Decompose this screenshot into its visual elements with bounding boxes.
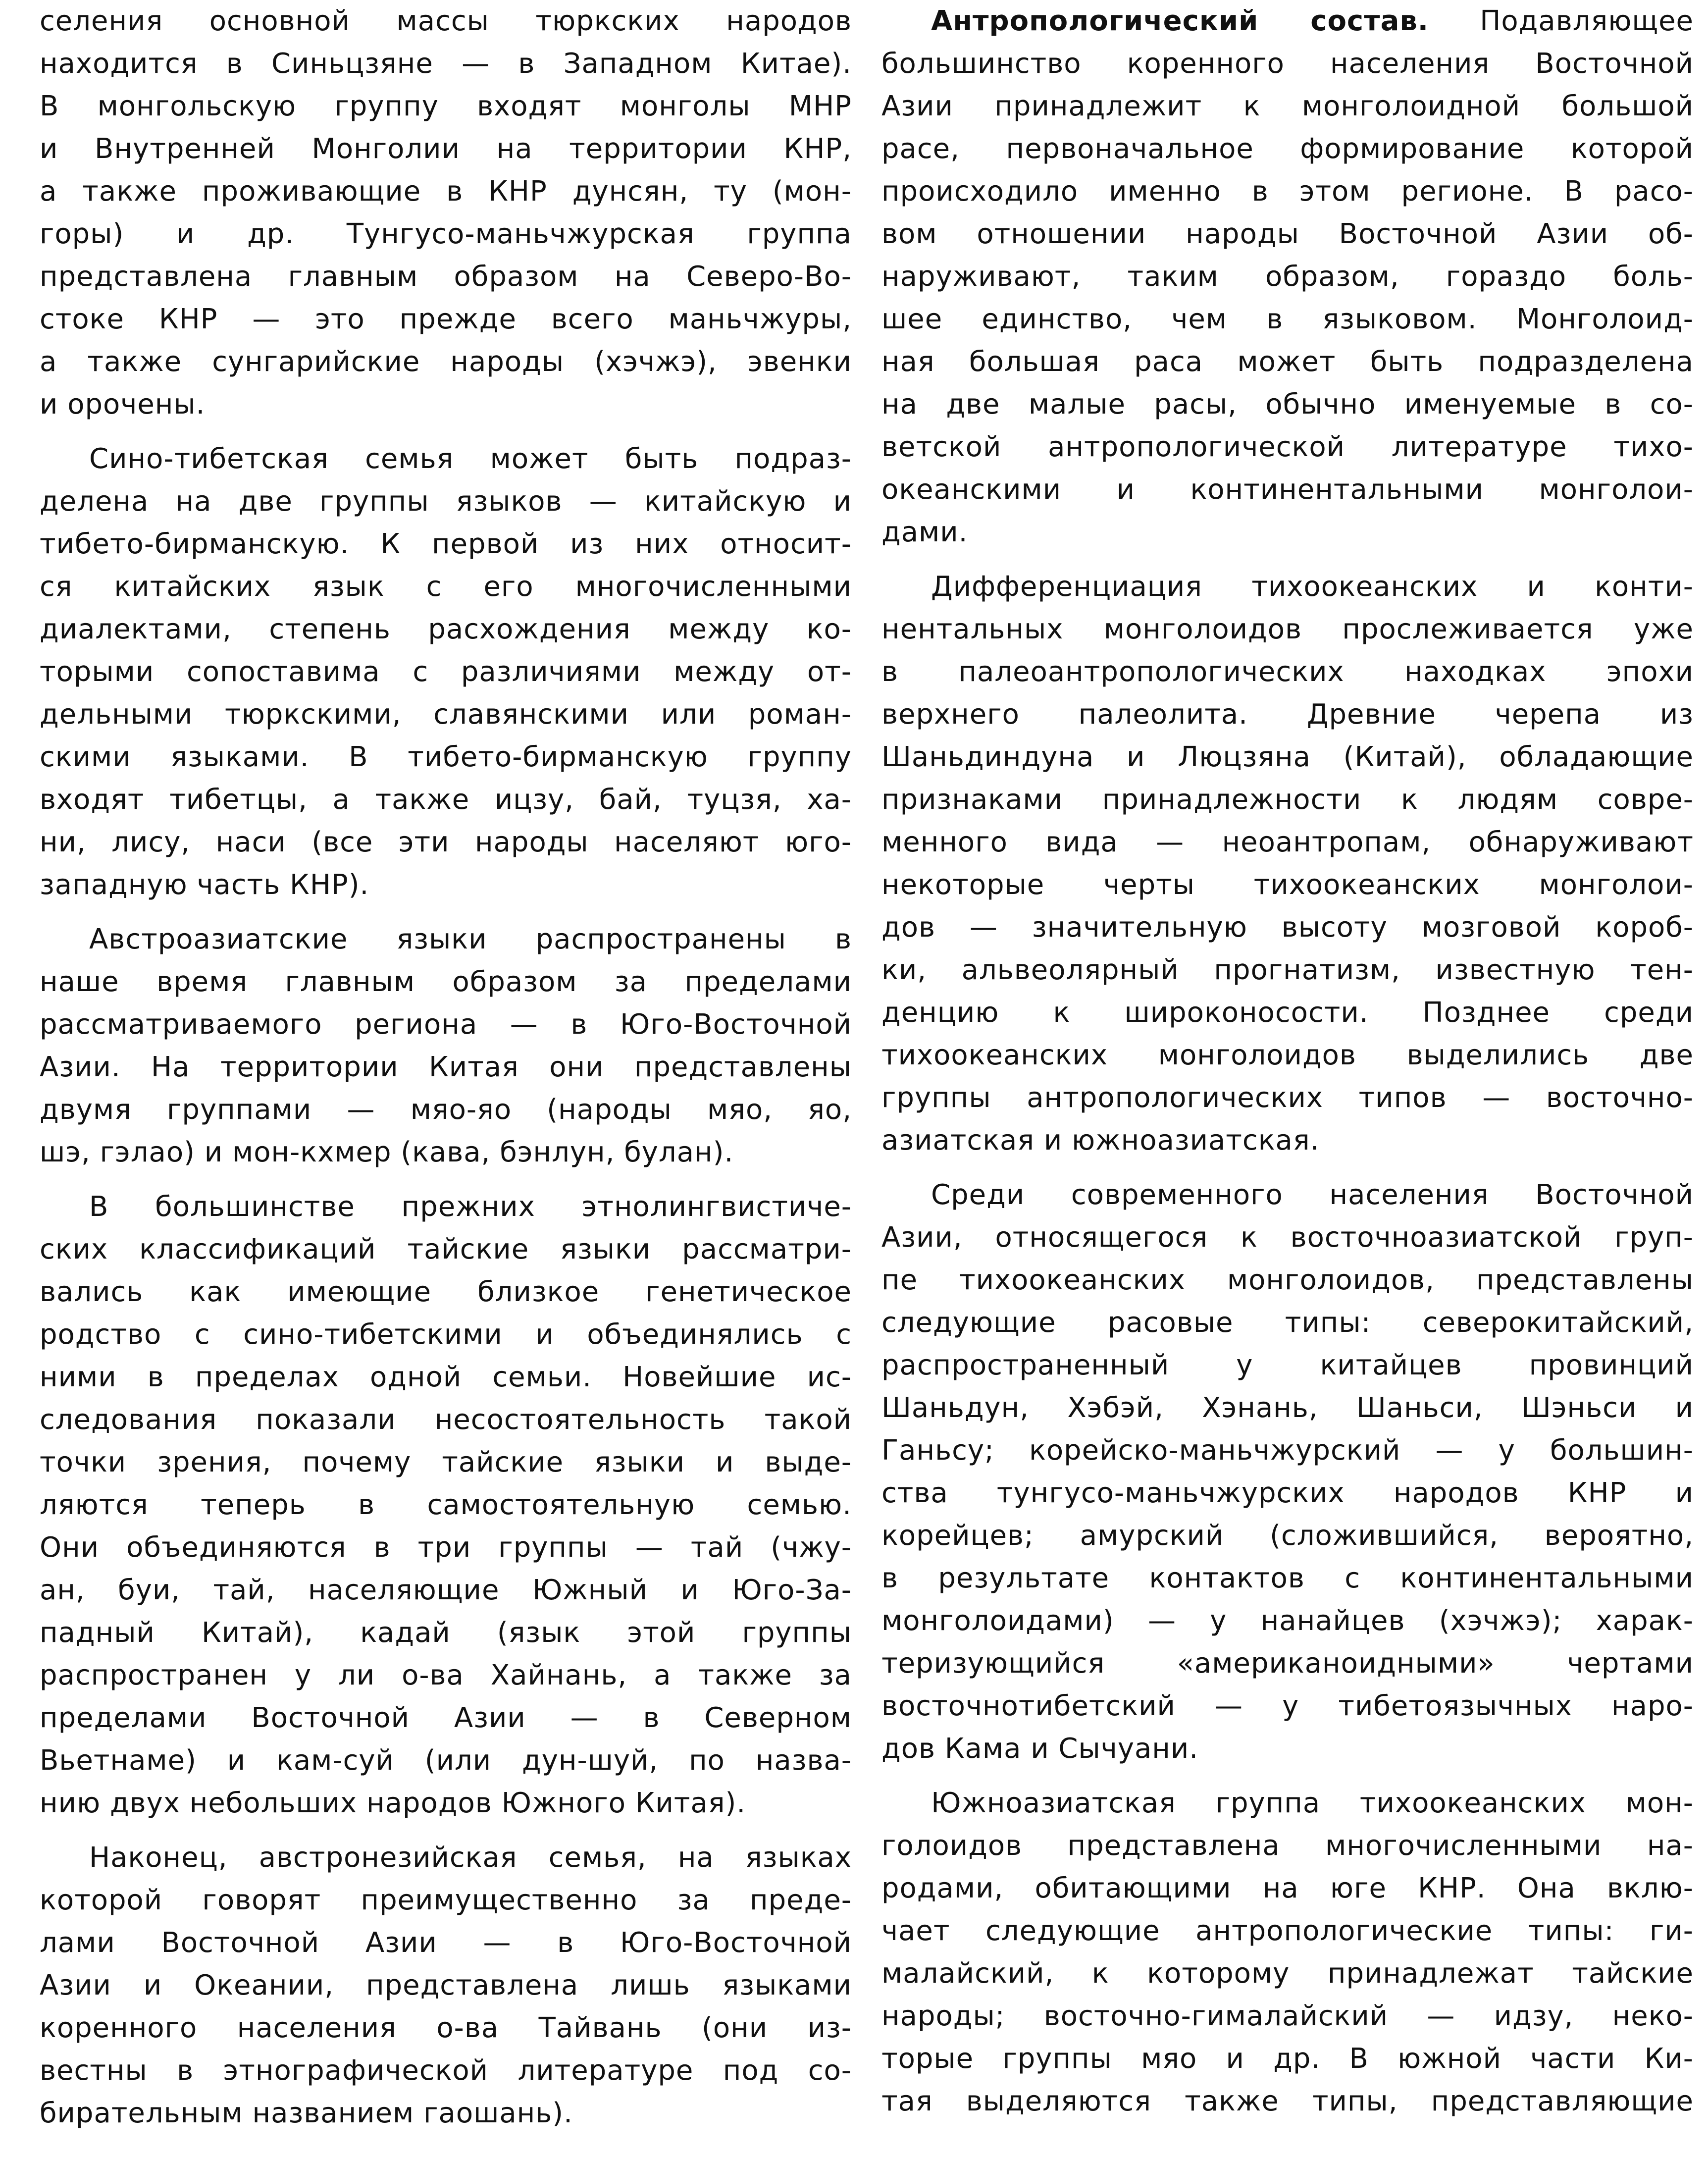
text-line: дов Кама и Сычуани. [881, 1733, 1199, 1765]
text-line: ки, альвеолярный прогнатизм, известную тен- [881, 954, 1694, 986]
heading-line-rest: Подавляющее [1429, 5, 1694, 37]
text-line: в результате контактов с континентальными [881, 1562, 1694, 1594]
text-line: бирательным названием гаошань). [40, 2097, 573, 2129]
section-heading: Антропологический состав. [931, 5, 1429, 37]
text-line: Шаньдиндуна и Люцзяна (Китай), обладающие [881, 741, 1694, 773]
text-line: точки зрения, почему тайские языки и выде- [40, 1446, 852, 1478]
text-line: скими языками. В тибето-бирманскую группу [40, 741, 852, 773]
text-line: вом отношении народы Восточной Азии об- [881, 218, 1694, 250]
paragraph-sino-tibetan [40, 438, 852, 906]
text-line: азиатская и южноазиатская. [881, 1124, 1320, 1157]
text-line: распространен у ли о-ва Хайнань, а также за [40, 1659, 852, 1691]
text-line: В монгольскую группу входят монголы МНР [40, 90, 852, 122]
text-line: большинство коренного населения Восточной [881, 48, 1694, 80]
text-line: находится в Синьцзяне — в Западном Китае). [40, 48, 852, 80]
text-line: ляются теперь в самостоятельную семью. [40, 1489, 852, 1521]
text-line: тихоокеанских монголоидов выделились две [881, 1039, 1694, 1071]
text-line: лами Восточной Азии — в Юго-Восточной [40, 1927, 852, 1959]
text-line: верхнего палеолита. Древние черепа из [881, 698, 1694, 731]
text-line: ни, лису, наси (все эти народы населяют юго- [40, 826, 852, 858]
text-line [881, 0, 1694, 43]
text-line: тая выделяются также типы, представляющие [881, 2085, 1694, 2117]
text-line: входят тибетцы, а также ицзу, бай, туцзя, ха- [40, 784, 852, 816]
paragraph-turkic-mongol-tungus [40, 0, 852, 426]
text-line: горы) и др. Тунгусо-маньчжурская группа [40, 218, 852, 250]
text-line: ан, буи, тай, населяющие Южный и Юго-За- [40, 1574, 852, 1606]
text-line: некоторые черты тихоокеанских монголои- [881, 869, 1694, 901]
text-line: Азии принадлежит к монголоидной большой [881, 90, 1694, 122]
text-line: Вьетнаме) и кам-суй (или дун-шуй, по назва- [40, 1744, 852, 1777]
text-line: диалектами, степень расхождения между ко- [40, 613, 852, 645]
text-line: корейцев; амурский (сложившийся, вероятно, [881, 1520, 1694, 1552]
text-line: делена на две группы языков — китайскую и [40, 485, 852, 518]
text-line: нию двух небольших народов Южного Китая). [40, 1787, 746, 1819]
text-line: Шаньдун, Хэбэй, Хэнань, Шаньси, Шэньси и [881, 1392, 1694, 1424]
text-line: дами. [881, 516, 968, 548]
text-line: происходило именно в этом регионе. В расо- [881, 175, 1694, 208]
text-line: а также проживающие в КНР дунсян, ту (мон- [40, 175, 852, 208]
text-line: голоидов представлена многочисленными на- [881, 1830, 1694, 1862]
text-line: Южноазиатская группа тихоокеанских мон- [931, 1787, 1694, 1819]
text-line: наруживают, таким образом, гораздо боль- [881, 261, 1694, 293]
text-line: стоке КНР — это прежде всего маньчжуры, [40, 303, 852, 335]
text-line: коренного населения о-ва Тайвань (они из- [40, 2012, 852, 2044]
text-line: Азии. На территории Китая они представлены [40, 1051, 852, 1083]
text-line: нентальных монголоидов прослеживается уже [881, 613, 1694, 645]
text-line: ветской антропологической литературе тихо- [881, 431, 1694, 463]
text-line: торые группы мяо и др. В южной части Ки- [881, 2043, 1694, 2075]
text-line: дельными тюркскими, славянскими или роман- [40, 698, 852, 731]
left-column [40, 0, 852, 2135]
text-line: западную часть КНР). [40, 869, 369, 901]
text-line: восточнотибетский — у тибетоязычных наро- [881, 1690, 1694, 1722]
text-line: Ганьсу; корейско-маньчжурский — у большин- [881, 1434, 1694, 1467]
text-line: монголоидами) — у нанайцев (хэчжэ); харак- [881, 1605, 1694, 1637]
paragraph-tai-languages [40, 1186, 852, 1825]
text-line: Сино-тибетская семья может быть подраз- [89, 443, 852, 475]
paragraph-differentiation [881, 566, 1694, 1162]
text-line: тибето-бирманскую. К первой из них относит- [40, 528, 852, 560]
text-line: рассматриваемого региона — в Юго-Восточной [40, 1008, 852, 1041]
text-line: дов — значительную высоту мозговой короб- [881, 911, 1694, 944]
text-line: ских классификаций тайские языки рассматри- [40, 1233, 852, 1265]
text-line: шэ, гэлао) и мон-кхмер (кава, бэнлун, булан). [40, 1136, 734, 1168]
text-line: представлена главным образом на Северо-Во- [40, 261, 852, 293]
text-line: теризующийся «американоидными» чертами [881, 1647, 1694, 1680]
text-line: на две малые расы, обычно именуемые в со- [881, 388, 1694, 421]
text-line: наше время главным образом за пределами [40, 966, 852, 998]
text-line: группы антропологических типов — восточно- [881, 1082, 1694, 1114]
text-line: малайский, к которому принадлежат тайские [881, 1957, 1694, 1990]
text-line: пределами Восточной Азии — в Северном [40, 1702, 852, 1734]
text-line: океанскими и континентальными монголои- [881, 474, 1694, 506]
text-line: В большинстве прежних этнолингвистиче- [89, 1191, 852, 1223]
text-line: селения основной массы тюркских народов [40, 5, 852, 37]
text-line: торыми сопоставима с различиями между от- [40, 656, 852, 688]
text-line: родами, обитающими на юге КНР. Она вклю- [881, 1872, 1694, 1904]
text-line: родство с сино-тибетскими и объединялись с [40, 1318, 852, 1351]
text-line: вестны в этнографической литературе под со- [40, 2054, 852, 2087]
text-line: и Внутренней Монголии на территории КНР, [40, 133, 852, 165]
text-line: следующие расовые типы: северокитайский, [881, 1307, 1694, 1339]
text-line: которой говорят преимущественно за преде- [40, 1884, 852, 1916]
text-line: ними в пределах одной семьи. Новейшие ис- [40, 1361, 852, 1393]
text-line: двумя группами — мяо-яо (народы мяо, яо, [40, 1094, 852, 1126]
text-line: и орочены. [40, 388, 206, 421]
text-line: чает следующие антропологические типы: ги- [881, 1915, 1694, 1947]
text-line: вались как имеющие близкое генетическое [40, 1276, 852, 1308]
text-line: менного вида — неоантропам, обнаруживают [881, 826, 1694, 858]
paragraph-south-asian-group [881, 1782, 1694, 2123]
text-line: расе, первоначальное формирование которой [881, 133, 1694, 165]
paragraph-austronesian [40, 1837, 852, 2135]
text-line: ся китайских язык с его многочисленными [40, 571, 852, 603]
text-line: падный Китай), кадай (язык этой группы [40, 1617, 852, 1649]
text-line: Азии, относящегося к восточноазиатской груп- [881, 1221, 1694, 1254]
text-line: а также сунгарийские народы (хэчжэ), эвенки [40, 346, 852, 378]
right-column [881, 0, 1694, 2123]
text-line: денцию к широконосости. Позднее среди [881, 997, 1694, 1029]
paragraph-austroasiatic [40, 918, 852, 1174]
text-line: ная большая раса может быть подразделена [881, 346, 1694, 378]
text-line: шее единство, чем в языковом. Монголоид- [881, 303, 1694, 335]
text-line: Дифференциация тихоокеанских и конти- [931, 571, 1694, 603]
text-line: признаками принадлежности к людям совре- [881, 784, 1694, 816]
text-line: следования показали несостоятельность такой [40, 1404, 852, 1436]
text-line: народы; восточно-гималайский — идзу, неко- [881, 2000, 1694, 2032]
text-line: распространенный у китайцев провинций [881, 1349, 1694, 1381]
text-line: ства тунгусо-маньчжурских народов КНР и [881, 1477, 1694, 1509]
text-line: Среди современного населения Восточной [931, 1179, 1694, 1211]
text-line: Они объединяются в три группы — тай (чжу- [40, 1531, 852, 1564]
text-line: Австроазиатские языки распространены в [89, 923, 852, 955]
paragraph-anthropological-composition [881, 0, 1694, 554]
text-line: Наконец, австронезийская семья, на языках [89, 1842, 852, 1874]
text-line: пе тихоокеанских монголоидов, представлены [881, 1264, 1694, 1296]
text-line: в палеоантропологических находках эпохи [881, 656, 1694, 688]
paragraph-east-asian-types [881, 1174, 1694, 1770]
text-line: Азии и Океании, представлена лишь языками [40, 1969, 852, 2001]
